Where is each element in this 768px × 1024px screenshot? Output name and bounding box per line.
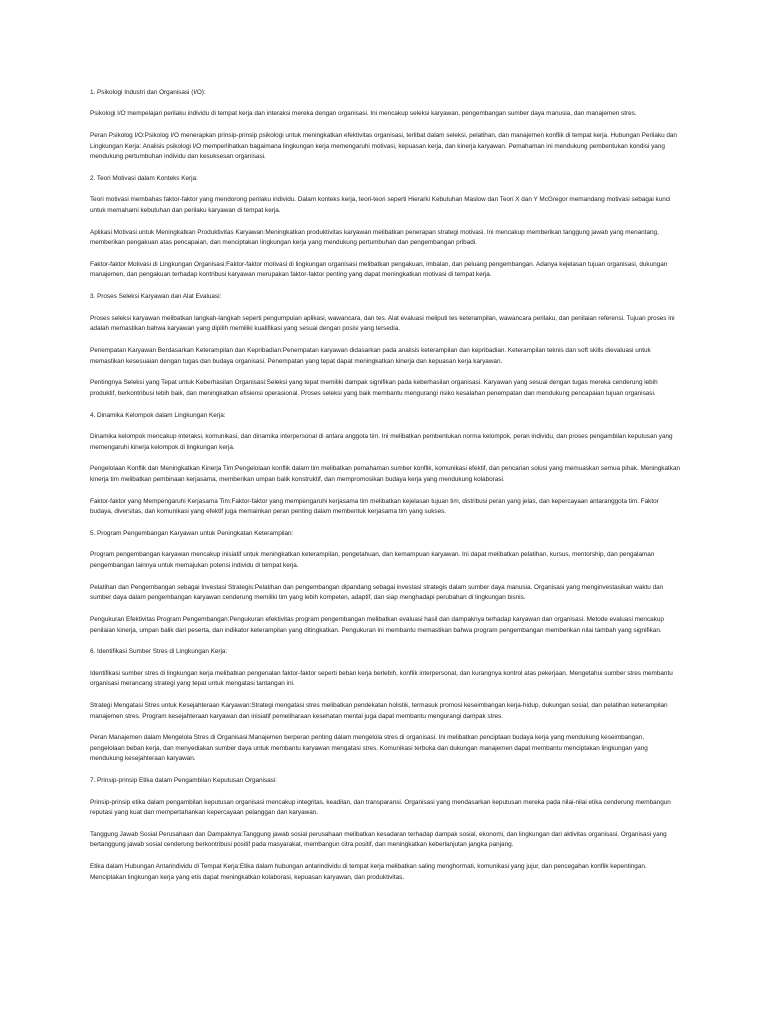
paragraph: Identifikasi sumber stres di lingkungan kerja melibatkan pengenalan faktor-faktor seperti beban kerja berlebih, konflik interpersonal, dan kurangnya kontrol atas pekerjaan. Mengetahui sumber stres membantu organisasi merancang strategi yang tepat untuk mengatasi tantangan ini.	[90, 669, 673, 688]
paragraph: Pelatihan dan Pengembangan sebagai Investasi Strategis:Pelatihan dan pengembangan dipandang sebagai investasi strategis dalam sumber daya manusia. Organisasi yang menginvestasikan waktu dan sumber daya dalam pengembangan karyawan cenderung memiliki tim yang lebih kompeten, adaptif, dan siap menghadapi perubahan di lingkungan bisnis.	[90, 583, 664, 602]
paragraph: Psikologi I/O mempelajari perilaku individu di tempat kerja dan interaksi mereka dengan organisasi. Ini mencakup seleksi karyawan, pengembangan sumber daya manusia, dan manajemen stres.	[90, 110, 637, 118]
section-heading: 2. Teori Motivasi dalam Konteks Kerja:	[90, 175, 198, 183]
section-heading: 4. Dinamika Kelompok dalam Lingkungan Kerja:	[90, 411, 226, 419]
section-heading: 3. Proses Seleksi Karyawan dan Alat Evaluasi:	[90, 293, 222, 301]
paragraph: Etika dalam Hubungan Antarindividu di Tempat Kerja:Etika dalam hubungan antarindividu di tempat kerja melibatkan saling menghormati, komunikasi yang jujur, dan pencegahan konflik kepentingan. Menciptakan lingkungan kerja yang etis dapat meningkatkan kolaborasi, kepuasan karyawan, dan produktivitas.	[90, 863, 647, 881]
paragraph: Pengukuran Efektivitas Program Pengembangan:Pengukuran efektivitas program pengembangan melibatkan evaluasi hasil dan dampaknya terhadap karyawan dan organisasi. Metode evaluasi mencakup penilaian kinerja, umpan balik dari peserta, dan indikator keterampilan yang ditingkatkan. Pengukuran ini membantu memastikan bahwa program pengembangan memberikan nilai tambah yang signifikan.	[90, 616, 664, 634]
paragraph: Pengelolaan Konflik dan Meningkatkan Kinerja Tim:Pengelolaan konflik dalam tim melibatkan pemahaman sumber konflik, komunikasi efektif, dan pencarian solusi yang memuaskan semua pihak. Meningkatkan kinerja tim melibatkan pembinaan kerjasama, memberikan umpan balik konstruktif, dan mempromosikan budaya kerja yang mendukung kolaborasi.	[90, 465, 681, 483]
document-page	[90, 88, 680, 883]
paragraph: Strategi Mengatasi Stres untuk Kesejahteraan Karyawan:Strategi mengatasi stres melibatkan pendekatan holistik, termasuk promosi keseimbangan kerja-hidup, dukungan sosial, dan pelatihan keterampilan manajemen stres. Program kesejahteraan karyawan dan inisiatif pemeliharaan kesehatan mental juga dapat membantu mengurangi dampak stres.	[90, 702, 668, 720]
section-heading: 1. Psikologi Industri dan Organisasi (I/O):	[90, 89, 206, 96]
section-heading: 7. Prinsip-prinsip Etika dalam Pengambilan Keputusan Organisasi:	[90, 777, 277, 785]
paragraph: Faktor-faktor Motivasi di Lingkungan Organisasi:Faktor-faktor motivasi di lingkungan organisasi melibatkan pengakuan, imbalan, dan peluang pengembangan. Adanya kejelasan tujuan organisasi, dukungan manajemen, dan pengakuan terhadap kontribusi karyawan merupakan faktor-faktor penting yang dapat meningkatkan motivasi di tempat kerja.	[90, 261, 668, 279]
paragraph: Peran Psikolog I/O:Psikolog I/O menerapkan prinsip-prinsip psikologi untuk meningkatkan efektivitas organisasi, terlibat dalam seleksi, pelatihan, dan manajemen konflik di tempat kerja. Hubungan Perilaku dan Lingkungan Kerja: Analisis psikologi I/O memperlihatkan bagaimana lingkungan kerja memengaruhi motivasi, kepuasan kerja, dan kinerja karyawan. Pemahaman ini mendukung pembentukan kondisi yang mendukung pertumbuhan individu dan kesuksesan organisasi.	[90, 132, 677, 161]
paragraph: Peran Manajemen dalam Mengelola Stres di Organisasi:Manajemen berperan penting dalam mengelola stres di organisasi. Ini melibatkan penciptaan budaya kerja yang mendukung keseimbangan, pengelolaan beban kerja, dan menyediakan sumber daya untuk membantu karyawan mengatasi stres. Komunikasi terbuka dan dukungan manajemen dapat membantu menciptakan lingkungan yang mendukung kesejahteraan karyawan.	[90, 734, 648, 763]
paragraph: Aplikasi Motivasi untuk Meningkatkan Produktivitas Karyawan:Meningkatkan produktivitas karyawan melibatkan penerapan strategi motivasi. Ini mencakup memberikan tanggung jawab yang menantang, memberikan pengakuan atas pencapaian, dan menciptakan lingkungan kerja yang mendukung pertumbuhan dan pengembangan pribadi.	[90, 228, 659, 247]
section-heading: 6. Identifikasi Sumber Stres di Lingkungan Kerja:	[90, 648, 228, 656]
paragraph: Prinsip-prinsip etika dalam pengambilan keputusan organisasi mencakup integritas, keadilan, dan transparansi. Organisasi yang mendasarkan keputusan mereka pada nilai-nilai etika cenderung membangun reputasi yang kuat dan mempertahankan kepercayaan pelanggan dan karyawan.	[90, 798, 671, 816]
paragraph: Program pengembangan karyawan mencakup inisiatif untuk meningkatkan keterampilan, pengetahuan, dan kemampuan karyawan. Ini dapat melibatkan pelatihan, kursus, mentorship, dan pengalaman pengembangan lainnya untuk memajukan potensi individu di tempat kerja.	[90, 551, 655, 569]
paragraph: Teori motivasi membahas faktor-faktor yang mendorong perilaku individu. Dalam konteks kerja, teori-teori seperti Hierarki Kebutuhan Maslow dan Teori X dan Y McGregor memandang motivasi sebagai kunci untuk memahami kebutuhan dan perilaku karyawan di tempat kerja.	[90, 196, 671, 214]
section-heading: 5. Program Pengembangan Karyawan untuk Peningkatan Keterampilan:	[90, 530, 294, 538]
paragraph: Pentingnya Seleksi yang Tepat untuk Keberhasilan Organisasi:Seleksi yang tepat memiliki dampak signifikan pada keberhasilan organisasi. Karyawan yang sesuai dengan tugas mereka cenderung lebih produktif, berkontribusi lebih baik, dan meningkatkan efisiensi operasional. Proses seleksi yang baik membantu mengurangi risiko kesalahan penempatan dan mendukung pencapaian tujuan organisasi.	[90, 379, 658, 397]
paragraph: Faktor-faktor yang Mempengaruhi Kerjasama Tim:Faktor-faktor yang mempengaruhi kerjasama tim melibatkan kejelasan tujuan tim, distribusi peran yang jelas, dan kepercayaan antaranggota tim. Faktor budaya, diversitas, dan komunikasi yang efektif juga memainkan peran penting dalam membentuk kerjasama tim yang sukses.	[90, 497, 659, 516]
paragraph: Tanggung Jawab Sosial Perusahaan dan Dampaknya:Tanggung jawab sosial perusahaan melibatkan kesadaran terhadap dampak sosial, ekonomi, dan lingkungan dari aktivitas organisasi. Organisasi yang bertanggung jawab sosial cenderung berkontribusi positif pada masyarakat, membangun citra positif, dan meningkatkan keberlanjutan jangka panjang.	[90, 830, 667, 849]
paragraph: Proses seleksi karyawan melibatkan langkah-langkah seperti pengumpulan aplikasi, wawancara, dan tes. Alat evaluasi meliputi tes keterampilan, wawancara perilaku, dan penilaian referensi. Tujuan proses ini adalah memastikan bahwa karyawan yang dipilih memiliki kualifikasi yang sesuai dengan posisi yang tersedia.	[90, 314, 675, 333]
paragraph: Dinamika kelompok mencakup interaksi, komunikasi, dan dinamika interpersonal di antara anggota tim. Ini melibatkan pembentukan norma kelompok, peran individu, dan proses pengambilan keputusan yang memengaruhi kinerja kelompok di lingkungan kerja.	[90, 433, 673, 451]
paragraph: Penempatan Karyawan Berdasarkan Keterampilan dan Kepribadian:Penempatan karyawan didasarkan pada analisis keterampilan dan kepribadian. Keterampilan teknis dan soft skills dievaluasi untuk memastikan kesesuaian dengan tugas dan budaya organisasi. Penempatan yang tepat dapat meningkatkan kinerja dan kepuasan kerja karyawan.	[90, 347, 651, 365]
